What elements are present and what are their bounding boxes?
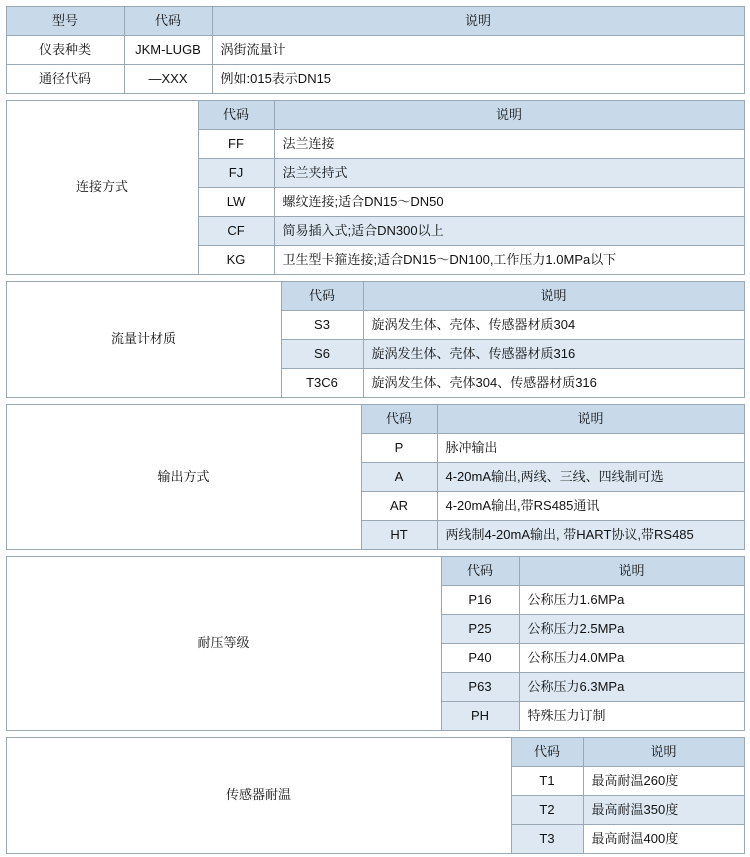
row-code-instrument-type: JKM-LUGB [124,36,212,65]
item-desc: 公称压力6.3MPa [519,673,744,702]
item-desc: 法兰连接 [274,130,744,159]
table-header-row [6,7,744,36]
table-row [6,65,744,94]
group-label-pressure-rating: 耐压等级 [6,557,441,731]
sub-header-code: 代码 [281,282,363,311]
row-desc-instrument-type: 涡街流量计 [212,36,744,65]
group-header-row [6,738,744,767]
item-code: P25 [441,615,519,644]
sub-header-desc: 说明 [519,557,744,586]
item-code: T3 [511,825,583,854]
sub-header-desc: 说明 [363,282,744,311]
spec-group-connection-type [6,100,745,275]
item-code: P16 [441,586,519,615]
item-desc: 特殊压力订制 [519,702,744,731]
item-code: HT [361,521,437,550]
group-header-row [6,557,744,586]
col-header-code: 代码 [124,7,212,36]
item-code: A [361,463,437,492]
item-desc: 脉冲输出 [437,434,744,463]
spec-group-pressure-rating [6,556,745,731]
item-desc: 旋涡发生体、壳体、传感器材质304 [363,311,744,340]
sub-header-code: 代码 [198,101,274,130]
item-code: P40 [441,644,519,673]
item-desc: 公称压力4.0MPa [519,644,744,673]
item-desc: 最高耐温260度 [583,767,744,796]
item-desc: 简易插入式;适合DN300以上 [274,217,744,246]
spec-table-sheet [0,6,750,857]
item-desc: 螺纹连接;适合DN15～DN50 [274,188,744,217]
item-code: T3C6 [281,369,363,398]
sub-header-desc: 说明 [274,101,744,130]
sub-header-code: 代码 [511,738,583,767]
item-code: P [361,434,437,463]
group-header-row [6,405,744,434]
item-desc: 两线制4-20mA输出, 带HART协议,带RS485 [437,521,744,550]
sub-header-code: 代码 [441,557,519,586]
row-code-diameter-code: —XXX [124,65,212,94]
group-label-flowmeter-material: 流量计材质 [6,282,281,398]
item-code: CF [198,217,274,246]
item-code: T2 [511,796,583,825]
spec-group-output-mode [6,404,745,550]
item-code: S6 [281,340,363,369]
item-code: FJ [198,159,274,188]
item-desc: 4-20mA输出,两线、三线、四线制可选 [437,463,744,492]
item-desc: 法兰夹持式 [274,159,744,188]
item-code: PH [441,702,519,731]
item-code: KG [198,246,274,275]
item-code: S3 [281,311,363,340]
item-code: AR [361,492,437,521]
row-label-instrument-type: 仪表种类 [6,36,124,65]
spec-group-flowmeter-material [6,281,745,398]
item-code: P63 [441,673,519,702]
sub-header-desc: 说明 [583,738,744,767]
item-desc: 最高耐温350度 [583,796,744,825]
row-label-diameter-code: 通径代码 [6,65,124,94]
group-label-sensor-temperature: 传感器耐温 [6,738,511,854]
spec-table-header-block [6,6,745,94]
row-desc-diameter-code: 例如:015表示DN15 [212,65,744,94]
item-code: FF [198,130,274,159]
item-code: LW [198,188,274,217]
spec-group-sensor-temperature [6,737,745,854]
item-desc: 公称压力1.6MPa [519,586,744,615]
group-header-row [6,282,744,311]
item-code: T1 [511,767,583,796]
sub-header-desc: 说明 [437,405,744,434]
sub-header-code: 代码 [361,405,437,434]
item-desc: 公称压力2.5MPa [519,615,744,644]
item-desc: 旋涡发生体、壳体304、传感器材质316 [363,369,744,398]
item-desc: 卫生型卡箍连接;适合DN15～DN100,工作压力1.0MPa以下 [274,246,744,275]
group-header-row [6,101,744,130]
group-label-output-mode: 输出方式 [6,405,361,550]
col-header-desc: 说明 [212,7,744,36]
group-label-connection-type: 连接方式 [6,101,198,275]
item-desc: 旋涡发生体、壳体、传感器材质316 [363,340,744,369]
item-desc: 最高耐温400度 [583,825,744,854]
table-row [6,36,744,65]
item-desc: 4-20mA输出,带RS485通讯 [437,492,744,521]
col-header-model: 型号 [6,7,124,36]
